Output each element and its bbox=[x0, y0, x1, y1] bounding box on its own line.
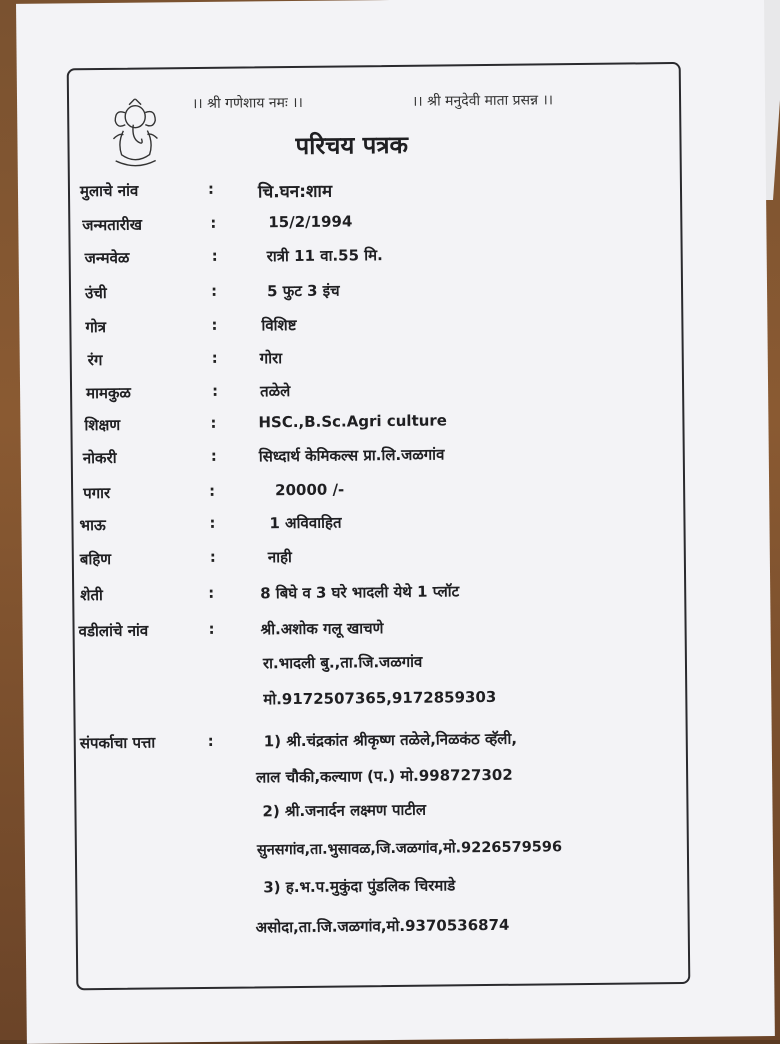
field-label: भाऊ bbox=[79, 516, 106, 535]
field-value: HSC.,B.Sc.Agri culture bbox=[258, 411, 448, 432]
field-label: गोत्र bbox=[85, 317, 107, 337]
field-value: चि.घन:शाम bbox=[257, 181, 333, 203]
field-label: मुलाचे नांव bbox=[79, 181, 139, 201]
field-label: जन्मतारीख bbox=[82, 215, 143, 235]
field-label: उंची bbox=[84, 283, 107, 303]
contact-label: संपर्काचा पत्ता bbox=[79, 733, 156, 753]
field-colon: : bbox=[210, 213, 217, 232]
contact-line: लाल चौकी,कल्याण (प.) मो.998727302 bbox=[256, 765, 513, 787]
field-colon: : bbox=[208, 583, 215, 602]
field-label: बहिण bbox=[79, 549, 112, 569]
field-colon: : bbox=[211, 246, 218, 265]
field-value: 20000 /- bbox=[275, 480, 345, 500]
contact-line: सुनसगांव,ता.भुसावळ,जि.जळगांव,मो.9226579596 bbox=[256, 839, 563, 859]
field-label: पगार bbox=[83, 483, 111, 503]
field-label: शेती bbox=[80, 586, 103, 605]
father-phone: मो.9172507365,9172859303 bbox=[263, 687, 497, 709]
field-label: नोकरी bbox=[82, 448, 117, 468]
field-colon: : bbox=[208, 619, 215, 638]
field-label: वडीलांचे नांव bbox=[78, 621, 149, 641]
field-colon: : bbox=[207, 179, 215, 198]
field-label: रंग bbox=[87, 351, 103, 370]
field-colon: : bbox=[210, 446, 217, 465]
contact-line: 2) श्री.जनार्दन लक्ष्मण पाटील bbox=[262, 800, 427, 821]
ganesha-icon bbox=[103, 98, 168, 171]
biodata-sheet bbox=[16, 0, 775, 1044]
field-colon: : bbox=[209, 481, 216, 500]
field-colon: : bbox=[209, 547, 216, 566]
contact-line: 3) ह.भ.प.मुकुंदा पुंडलिक चिरमाडे bbox=[263, 876, 456, 897]
field-value: नाही bbox=[267, 548, 292, 567]
field-value: गोरा bbox=[259, 349, 283, 368]
field-value: रात्री 11 वा.55 मि. bbox=[266, 246, 383, 266]
field-colon: : bbox=[211, 315, 218, 334]
contact-line: 1) श्री.चंद्रकांत श्रीकृष्ण तळेले,निळकंठ व्हॅली, bbox=[263, 729, 518, 751]
field-colon: : bbox=[210, 413, 217, 432]
invocation-right: ।। श्री मनुदेवी माता प्रसन्न ।। bbox=[411, 92, 554, 110]
field-value: 1 अविवाहित bbox=[269, 513, 342, 533]
field-label: जन्मवेळ bbox=[84, 248, 130, 268]
field-value: विशिष्ट bbox=[261, 315, 297, 335]
field-colon: : bbox=[211, 381, 219, 400]
contact-line: असोदा,ता.जि.जळगांव,मो.9370536874 bbox=[255, 915, 510, 937]
invocation-left: ।। श्री गणेशाय नमः ।। bbox=[191, 94, 303, 113]
field-value: 15/2/1994 bbox=[268, 212, 353, 232]
field-label: मामकुळ bbox=[86, 383, 131, 403]
page-title: परिचय पत्रक bbox=[295, 130, 409, 160]
father-address: रा.भादली बु.,ता.जि.जळगांव bbox=[262, 652, 423, 673]
field-value: श्री.अशोक गलू खाचणे bbox=[260, 619, 384, 639]
field-label: शिक्षण bbox=[84, 415, 121, 435]
field-colon: : bbox=[211, 348, 218, 367]
field-value: तळेले bbox=[259, 382, 291, 401]
field-colon: : bbox=[210, 281, 218, 300]
field-value: सिध्दार्थ केमिकल्स प्रा.लि.जळगांव bbox=[258, 445, 445, 466]
field-value: 8 बिघे व 3 घरे भादली येथे 1 प्लॉट bbox=[260, 582, 460, 603]
field-value: 5 फुट 3 इंच bbox=[266, 281, 340, 301]
contact-colon: : bbox=[207, 731, 214, 750]
field-colon: : bbox=[209, 513, 216, 532]
